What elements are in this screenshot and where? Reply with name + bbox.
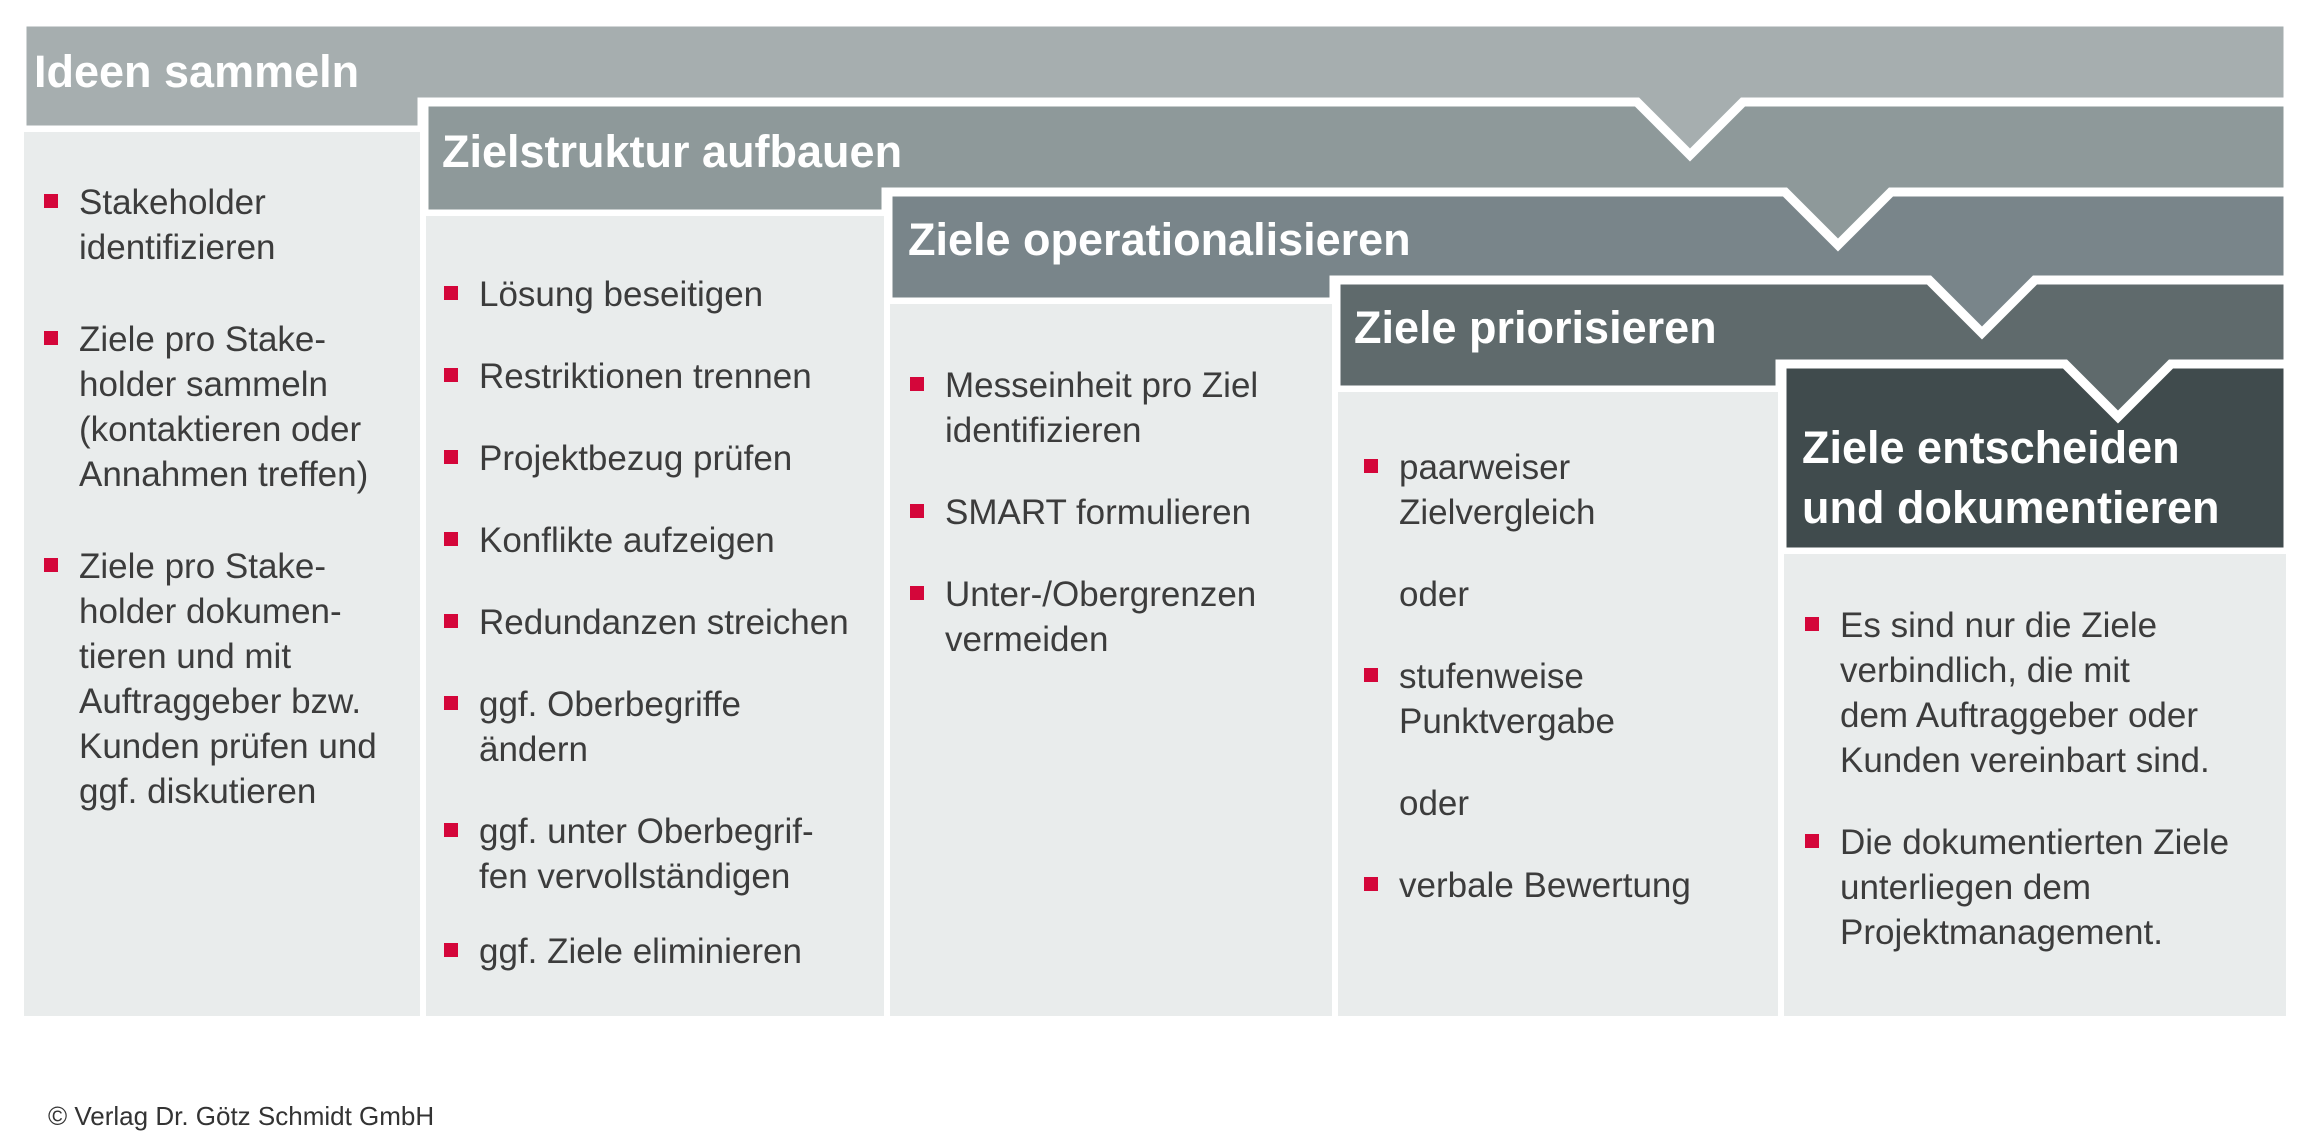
- list-item-separator: [1364, 781, 1774, 826]
- list-item: [1364, 863, 1774, 908]
- list-item: [910, 572, 1330, 662]
- item-line: holder sammeln: [79, 365, 328, 404]
- item-line: Es sind nur die Ziele: [1840, 606, 2158, 645]
- item-line: Ziele pro Stake-: [79, 320, 327, 359]
- list-item: [444, 929, 884, 974]
- item-line: unterliegen dem: [1840, 868, 2091, 907]
- item-line: stufenweise: [1399, 657, 1584, 696]
- step-5-title-line-2: und dokumentieren: [1802, 482, 2220, 533]
- item-line: Restriktionen trennen: [479, 357, 812, 396]
- item-line: Die dokumentierten Ziele: [1840, 823, 2230, 862]
- list-item: [444, 809, 884, 899]
- item-line: dem Auftraggeber oder: [1840, 696, 2199, 735]
- list-item: [444, 682, 884, 772]
- step-2-title: [442, 122, 902, 182]
- item-line: Kunden vereinbart sind.: [1840, 741, 2210, 780]
- step-3-title: [908, 210, 1411, 270]
- item-line: (kontaktieren oder: [79, 410, 362, 449]
- list-item: [444, 436, 884, 481]
- step-3-title-line: Ziele operationalisieren: [908, 214, 1411, 265]
- step-1-title-line: Ideen sammeln: [34, 46, 360, 97]
- step-2-list: [444, 272, 884, 974]
- item-line: Stakeholder: [79, 183, 266, 222]
- list-item: [444, 600, 884, 645]
- step-4-list: [1364, 445, 1774, 908]
- item-line: SMART formulieren: [945, 493, 1252, 532]
- list-item: [1805, 603, 2283, 783]
- item-line: verbale Bewertung: [1399, 866, 1691, 905]
- item-line: tieren und mit: [79, 637, 292, 676]
- list-item: [1805, 820, 2283, 955]
- list-item: [44, 180, 414, 270]
- step-1-title: [34, 42, 359, 102]
- list-item: [910, 490, 1330, 535]
- step-1-list: [44, 180, 414, 814]
- item-line: Auftraggeber bzw.: [79, 682, 362, 721]
- list-item: [910, 363, 1330, 453]
- item-line: identifizieren: [945, 411, 1142, 450]
- item-line: Zielvergleich: [1399, 493, 1596, 532]
- list-item: [1364, 445, 1774, 535]
- item-line: ggf. diskutieren: [79, 772, 317, 811]
- step-5-title-line-1: Ziele entscheiden: [1802, 422, 2180, 473]
- item-line: ggf. unter Oberbegrif-: [479, 812, 814, 851]
- item-line: Kunden prüfen und: [79, 727, 377, 766]
- item-line: Ziele pro Stake-: [79, 547, 327, 586]
- list-item: [44, 544, 414, 814]
- item-line: holder dokumen-: [79, 592, 342, 631]
- list-item: [444, 272, 884, 317]
- item-line: Konflikte aufzeigen: [479, 521, 775, 560]
- step-3-list: [910, 363, 1330, 662]
- item-line: Projektbezug prüfen: [479, 439, 793, 478]
- item-line: Projektmanagement.: [1840, 913, 2163, 952]
- step-4-title-line: Ziele priorisieren: [1354, 302, 1717, 353]
- item-line: ändern: [479, 730, 588, 769]
- item-line: Redundanzen streichen: [479, 603, 849, 642]
- step-4-title: [1354, 298, 1717, 358]
- list-item-separator: [1364, 572, 1774, 617]
- item-line: ggf. Oberbegriffe: [479, 685, 742, 724]
- item-line: oder: [1399, 784, 1470, 823]
- list-item: [444, 354, 884, 399]
- step-2-title-line: Zielstruktur aufbauen: [442, 126, 903, 177]
- item-line: fen vervollständigen: [479, 857, 791, 896]
- item-line: Annahmen treffen): [79, 455, 369, 494]
- list-item: [44, 317, 414, 497]
- item-line: Punktvergabe: [1399, 702, 1615, 741]
- step-5-title: [1802, 418, 2220, 538]
- item-line: Unter-/Obergrenzen: [945, 575, 1257, 614]
- item-line: oder: [1399, 575, 1470, 614]
- item-line: identifizieren: [79, 228, 276, 267]
- item-line: Messeinheit pro Ziel: [945, 366, 1259, 405]
- item-line: ggf. Ziele eliminieren: [479, 932, 802, 971]
- step-5-list: [1805, 603, 2283, 955]
- list-item: [1364, 654, 1774, 744]
- item-line: verbindlich, die mit: [1840, 651, 2130, 690]
- item-line: vermeiden: [945, 620, 1109, 659]
- item-line: paarweiser: [1399, 448, 1571, 487]
- item-line: Lösung beseitigen: [479, 275, 764, 314]
- copyright-footer: © Verlag Dr. Götz Schmidt GmbH: [48, 1101, 435, 1131]
- list-item: [444, 518, 884, 563]
